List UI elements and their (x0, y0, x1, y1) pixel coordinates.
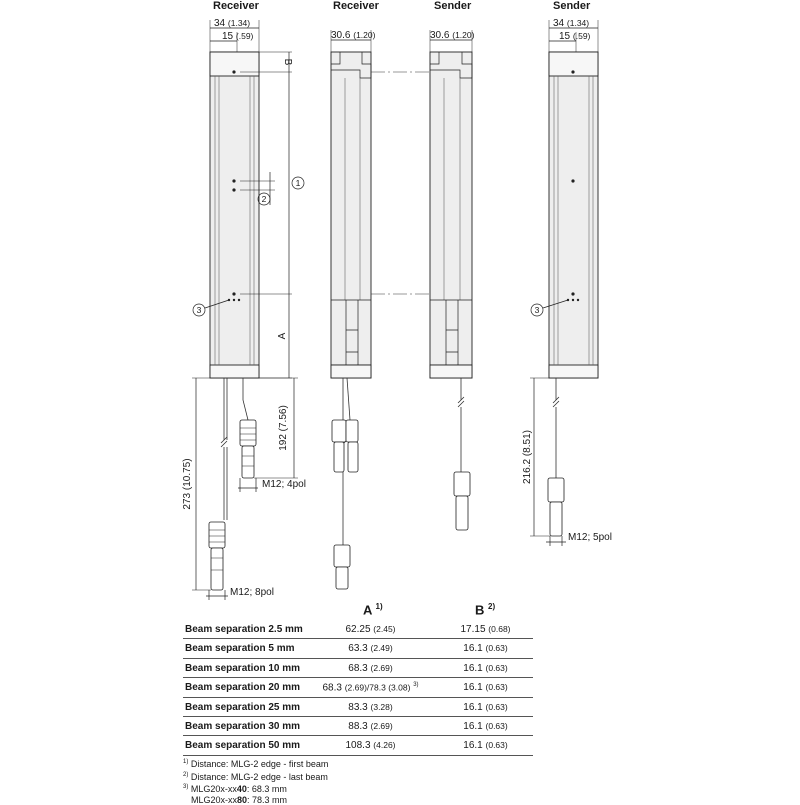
footnote-3b: MLG20x-xx80: 78.3 mm (183, 795, 328, 805)
table-row: Beam separation 20 mm 68.3 (2.69)/78.3 (3.08) $^{3)}$ 16.1 (0.63) (183, 678, 533, 697)
footnote-3a: $^{3)}$ MLG20x-xx40: 68.3 mm (183, 782, 328, 795)
callout-1: 1 (296, 178, 301, 188)
column-b-header: B $^{2)}$ (475, 602, 495, 617)
label-A: A (277, 332, 288, 339)
table-row: Beam separation 10 mm 68.3 (2.69) 16.1 (0.63) (183, 659, 533, 678)
table-row: Beam separation 30 mm 88.3 (2.69) 16.1 (0.63) (183, 717, 533, 736)
callout-2: 2 (262, 194, 267, 204)
receiver-front-view (182, 18, 306, 600)
header-sender-right: Sender (553, 0, 591, 12)
connector-4pol (240, 420, 256, 478)
label-m12-4pol: M12; 4pol (262, 479, 306, 490)
footnote-2: $^{2)}$ Distance: MLG-2 edge - last beam (183, 770, 328, 783)
svg-text:15 (.59): 15 (.59) (559, 31, 591, 42)
callout-3-right: 3 (535, 305, 540, 315)
connector-8pol (209, 522, 225, 590)
label-B: B (282, 59, 293, 66)
sender-side-view (430, 30, 475, 530)
table-header (183, 600, 533, 620)
receiver-side-view (331, 30, 376, 589)
column-a-header: A $^{1)}$ (363, 602, 383, 617)
header-receiver-left: Receiver (213, 0, 260, 12)
footnote-1: $^{1)}$ Distance: MLG-2 edge - first beam (183, 757, 328, 770)
dim-216: 216.2 (8.51) (522, 430, 533, 484)
table-row: Beam separation 50 mm 108.3 (4.26) 16.1 (0.63) (183, 736, 533, 755)
dim-273: 273 (10.75) (182, 458, 193, 509)
svg-text:30.6 (1.20): 30.6 (1.20) (331, 30, 376, 41)
sender-front-view (522, 18, 612, 546)
table-row: Beam separation 25 mm 83.3 (3.28) 16.1 (0.63) (183, 698, 533, 717)
header-sender-mid: Sender (434, 0, 472, 12)
svg-text:34 (1.34): 34 (1.34) (553, 18, 589, 29)
beam-separation-table (183, 600, 533, 756)
label-m12-5pol: M12; 5pol (568, 532, 612, 543)
dim-192: 192 (7.56) (278, 405, 289, 451)
svg-text:34 (1.34): 34 (1.34) (214, 18, 250, 29)
svg-text:30.6 (1.20): 30.6 (1.20) (430, 30, 475, 41)
footnotes (183, 757, 328, 805)
label-m12-8pol: M12; 8pol (230, 587, 274, 598)
table-row: Beam separation 5 mm 63.3 (2.49) 16.1 (0.63) (183, 639, 533, 658)
header-receiver-mid: Receiver (333, 0, 380, 12)
callout-3-left: 3 (197, 305, 202, 315)
table-row: Beam separation 2.5 mm 62.25 (2.45) 17.15 (0.68) (183, 620, 533, 639)
svg-text:15 (.59): 15 (.59) (222, 31, 254, 42)
